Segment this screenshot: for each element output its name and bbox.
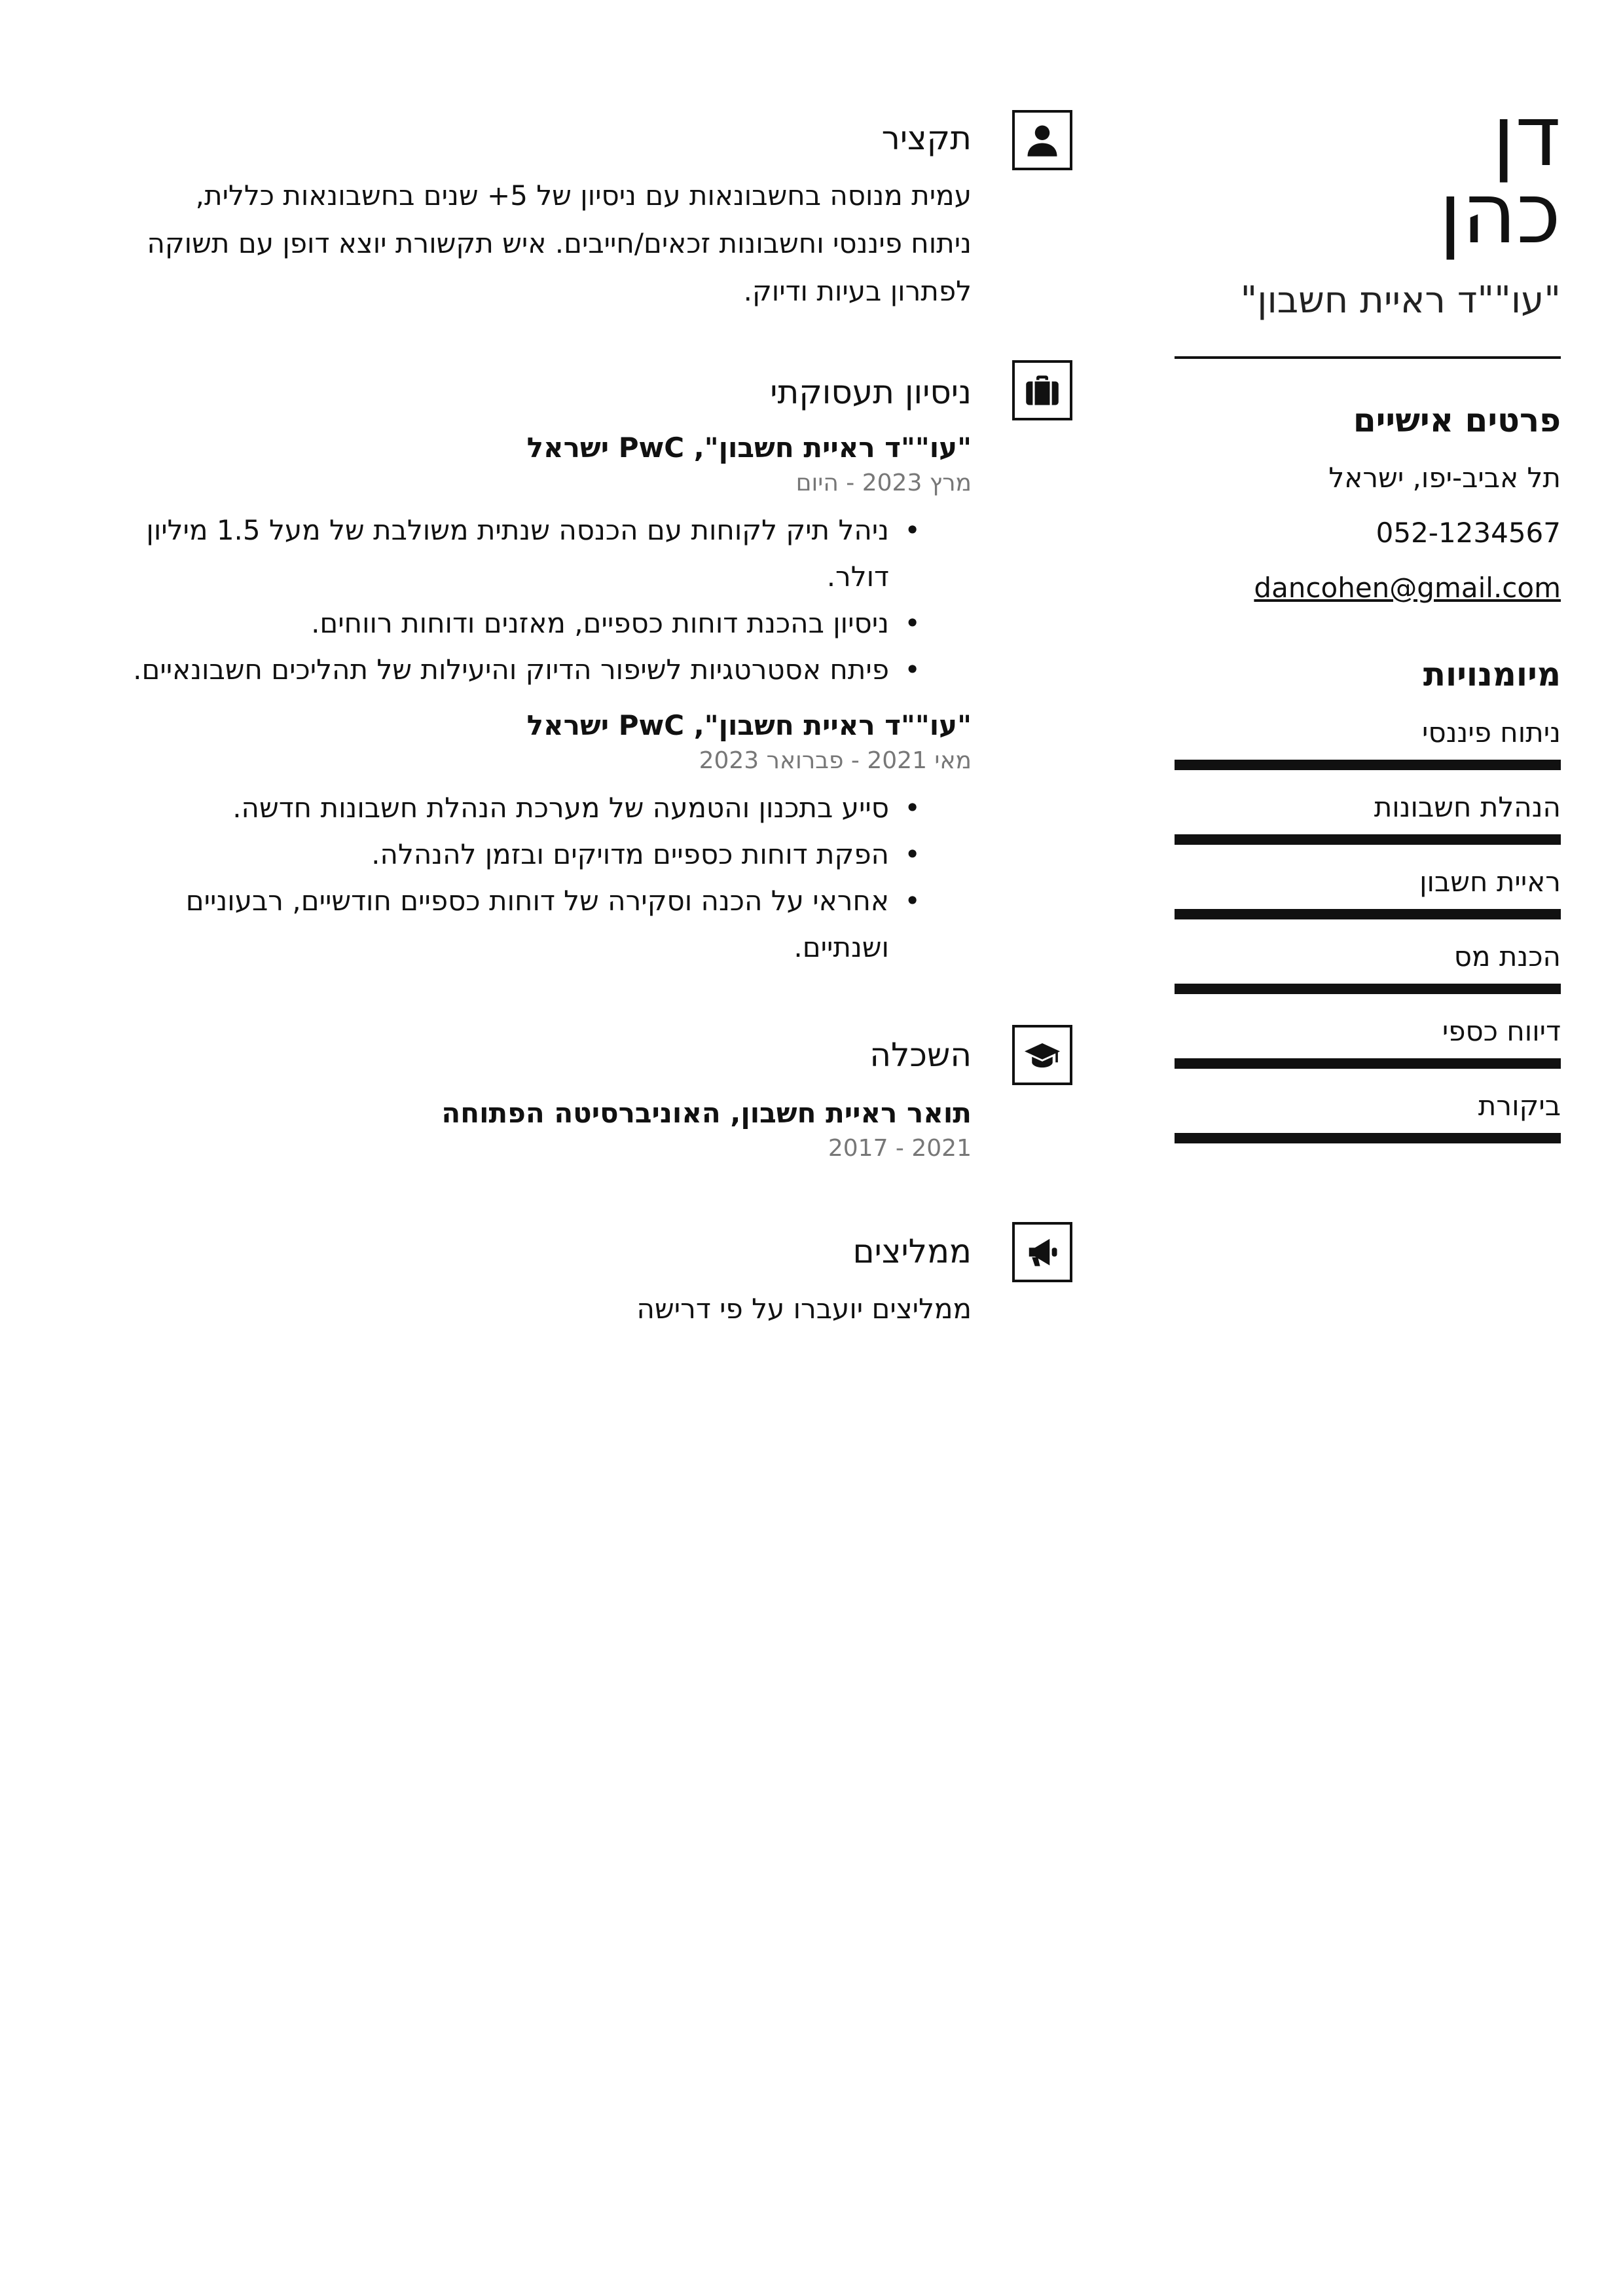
summary-text: עמית מנוסה בחשבונאות עם ניסיון של 5+ שנים בחשבונאות כללית, ניתוח פיננסי וחשבונות זכאים/חייבים. איש תקשורת יוצא דופן עם תשוקה לפתרון בעיות ודיוק. bbox=[147, 179, 972, 307]
first-name: דן bbox=[1492, 88, 1561, 185]
email bbox=[1175, 570, 1561, 606]
personal-details-heading: פרטים אישיים bbox=[1353, 401, 1561, 439]
user-icon bbox=[1012, 110, 1072, 170]
references-section bbox=[127, 1230, 972, 1333]
references-text: ממליצים יועברו על פי דרישה bbox=[636, 1293, 972, 1325]
summary-heading: תקציר bbox=[881, 119, 972, 157]
skill-item bbox=[1175, 863, 1561, 919]
education-heading: השכלה bbox=[869, 1036, 972, 1074]
briefcase-icon bbox=[1012, 360, 1072, 420]
job-title: "עו""ד ראיית חשבון" bbox=[1240, 279, 1561, 322]
skill-level-bar bbox=[1175, 834, 1561, 845]
job-bullets bbox=[127, 507, 972, 693]
skill-item bbox=[1175, 714, 1561, 770]
skill-item bbox=[1175, 788, 1561, 845]
skill-item bbox=[1175, 1087, 1561, 1143]
skills-list bbox=[1175, 714, 1561, 1143]
last-name: כהן bbox=[1438, 165, 1561, 263]
skill-item bbox=[1175, 938, 1561, 994]
list-item: • סייע בתכנון והטמעה של מערכת הנהלת חשבונות חדשה. bbox=[127, 785, 889, 831]
skill-level-bar bbox=[1175, 984, 1561, 994]
job-dates: מאי 2021 - פברואר 2023 bbox=[699, 747, 972, 774]
education-section bbox=[127, 1033, 972, 1164]
skill-name: ניתוח פיננסי bbox=[1422, 716, 1561, 749]
skill-level-bar bbox=[1175, 909, 1561, 919]
list-item: • ניסיון בהכנת דוחות כספיים, מאזנים ודוחות רווחים. bbox=[127, 600, 889, 646]
list-item: • פיתח אסטרטגיות לשיפור הדיוק והיעילות של תהליכים חשבונאיים. bbox=[127, 646, 889, 693]
job-entry bbox=[127, 707, 972, 971]
list-item: • אחראי על הכנה וסקירה של דוחות כספיים חודשיים, רבעוניים ושנתיים. bbox=[127, 878, 889, 971]
email-link[interactable]: dancohen@gmail.com bbox=[1254, 572, 1561, 604]
full-name bbox=[1175, 88, 1561, 263]
graduation-cap-icon bbox=[1012, 1025, 1072, 1085]
education-dates: 2021 - 2017 bbox=[828, 1135, 972, 1162]
skill-name: ביקורת bbox=[1478, 1090, 1561, 1122]
job-dates: מרץ 2023 - היום bbox=[795, 470, 972, 496]
job-entry bbox=[127, 430, 972, 693]
list-item: • ניהל תיק לקוחות עם הכנסה שנתית משולבת של מעל 1.5 מיליון דולר. bbox=[127, 507, 889, 600]
job-bullets bbox=[127, 785, 972, 971]
sidebar bbox=[1175, 88, 1561, 1143]
skills-heading: מיומנויות bbox=[1423, 656, 1561, 694]
location: תל אביב-יפו, ישראל bbox=[1328, 462, 1561, 494]
skill-name: ראיית חשבון bbox=[1419, 866, 1561, 898]
skill-name: הכנת מס bbox=[1453, 940, 1561, 972]
references-heading: ממליצים bbox=[852, 1232, 972, 1270]
list-item: • הפקת דוחות כספיים מדויקים ובזמן להנהלה. bbox=[127, 831, 889, 878]
skill-name: הנהלת חשבונות bbox=[1374, 791, 1561, 823]
phone: 052-1234567 bbox=[1376, 517, 1561, 549]
job-title: "עו""ד ראיית חשבון", PwC ישראל bbox=[526, 709, 972, 741]
skill-level-bar bbox=[1175, 1058, 1561, 1069]
degree: תואר ראיית חשבון, האוניברסיטה הפתוחה bbox=[441, 1097, 972, 1129]
skill-level-bar bbox=[1175, 1133, 1561, 1143]
sidebar-divider bbox=[1175, 356, 1561, 359]
experience-section bbox=[127, 371, 972, 971]
skill-item bbox=[1175, 1012, 1561, 1069]
summary-section bbox=[127, 117, 972, 315]
megaphone-icon bbox=[1012, 1222, 1072, 1282]
skill-level-bar bbox=[1175, 760, 1561, 770]
experience-heading: ניסיון תעסוקתי bbox=[770, 373, 972, 411]
skill-name: דיווח כספי bbox=[1442, 1015, 1561, 1047]
job-title: "עו""ד ראיית חשבון", PwC ישראל bbox=[526, 432, 972, 464]
